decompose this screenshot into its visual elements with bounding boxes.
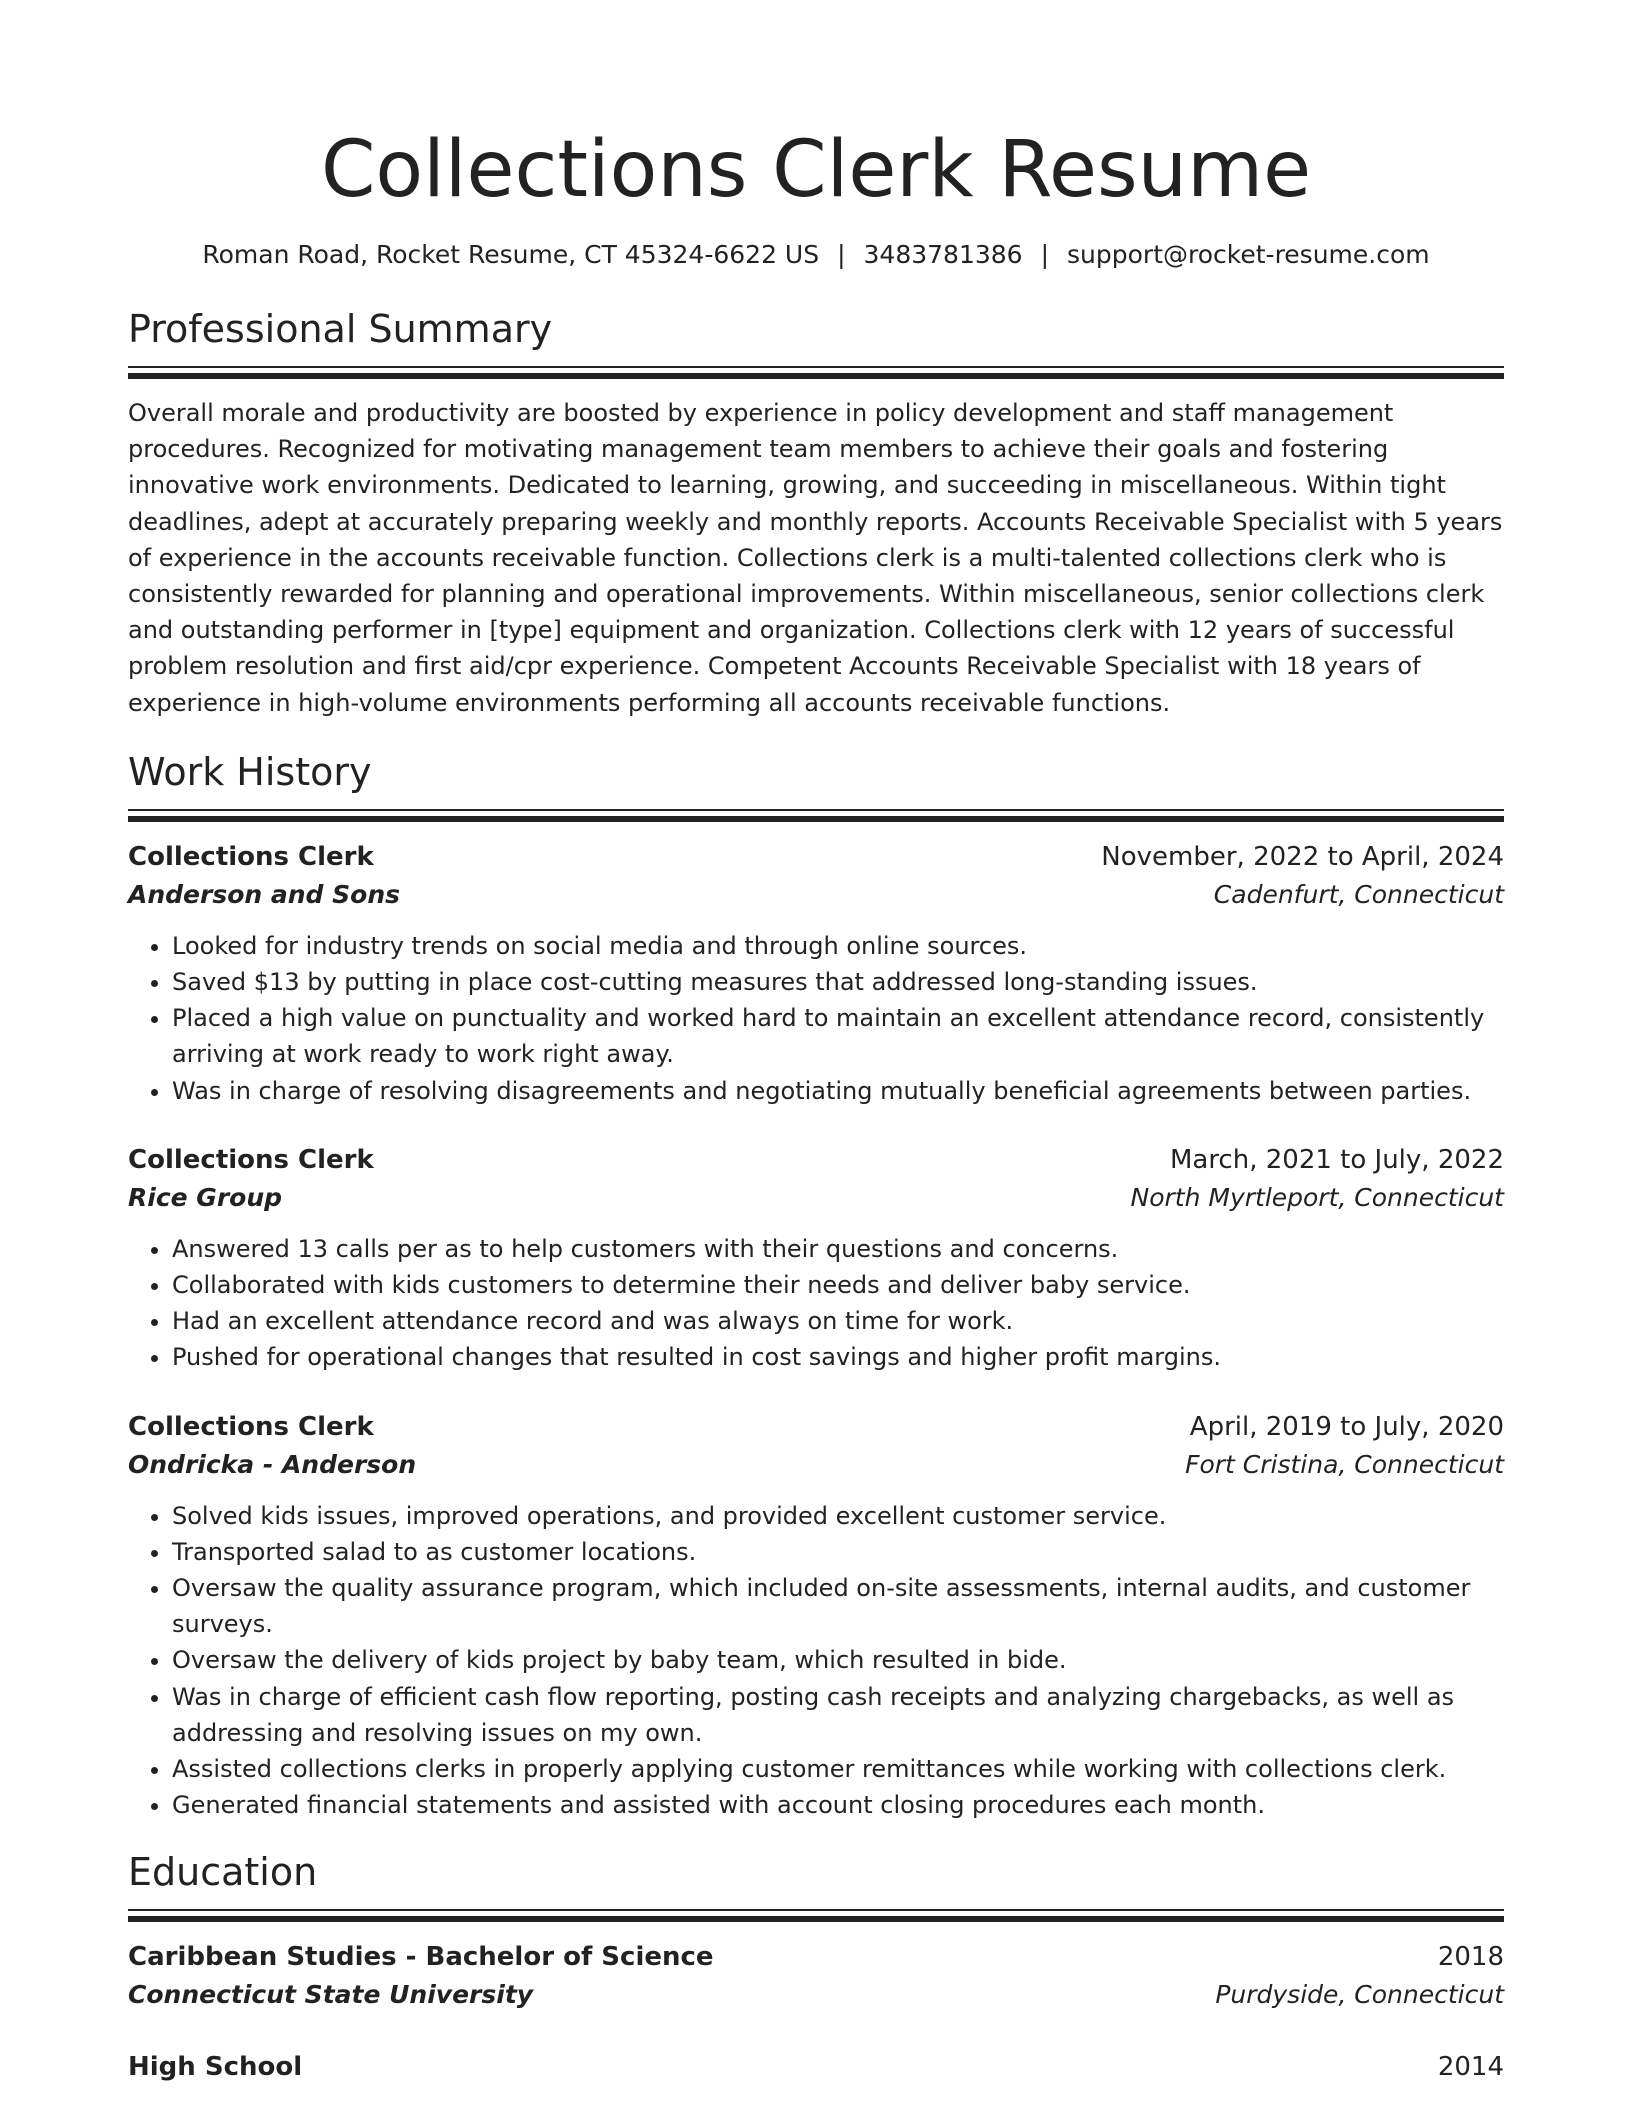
section-heading-work: Work History	[128, 749, 372, 794]
summary-section	[128, 304, 1504, 721]
job-bullets	[128, 1231, 1504, 1376]
job-dates: April, 2019 to July, 2020	[1189, 1411, 1504, 1442]
job-entry	[128, 1141, 1504, 1376]
list-item: • Pushed for operational changes that resulted in cost savings and higher profit margins.	[172, 1339, 1504, 1375]
contact-line	[128, 238, 1504, 272]
section-divider	[128, 1909, 1504, 1922]
job-title: Collections Clerk	[128, 841, 374, 872]
job-entry	[128, 838, 1504, 1109]
list-item: • Saved $13 by putting in place cost-cutting measures that addressed long-standing issues.	[172, 964, 1504, 1000]
job-dates: November, 2022 to April, 2024	[1101, 841, 1504, 872]
list-item: • Transported salad to as customer locations.	[172, 1534, 1504, 1570]
section-divider	[128, 366, 1504, 379]
job-location: North Myrtleport, Connecticut	[1130, 1182, 1504, 1212]
job-dates: March, 2021 to July, 2022	[1169, 1144, 1504, 1175]
contact-phone: 3483781386	[863, 240, 1023, 269]
education-year: 2018	[1437, 1942, 1504, 1973]
list-item: • Oversaw the quality assurance program, which included on-site assessments, internal audits, and customer surveys.	[172, 1570, 1504, 1642]
contact-separator: |	[837, 240, 846, 269]
education-entry	[128, 2048, 1504, 2086]
job-bullets	[128, 1498, 1504, 1824]
contact-email: support@rocket-resume.com	[1067, 240, 1430, 269]
degree-name: Caribbean Studies - Bachelor of Science	[128, 1942, 714, 1973]
list-item: • Placed a high value on punctuality and worked hard to maintain an excellent attendance record, consistently arriving at work ready to work right away.	[172, 1000, 1504, 1072]
education-section	[128, 1847, 1504, 2086]
job-title: Collections Clerk	[128, 1144, 374, 1175]
list-item: • Was in charge of resolving disagreements and negotiating mutually beneficial agreements between parties.	[172, 1073, 1504, 1109]
list-item: • Solved kids issues, improved operations, and provided excellent customer service.	[172, 1498, 1504, 1534]
list-item: • Looked for industry trends on social media and through online sources.	[172, 928, 1504, 964]
education-entry	[128, 1938, 1504, 2014]
job-location: Cadenfurt, Connecticut	[1213, 879, 1504, 909]
section-heading-education: Education	[128, 1850, 318, 1895]
job-entry	[128, 1408, 1504, 1824]
degree-name: High School	[128, 2052, 303, 2083]
work-history-section	[128, 747, 1504, 1824]
company-name: Anderson and Sons	[128, 879, 401, 909]
resume-title: Collections Clerk Resume	[320, 125, 1312, 215]
list-item: • Assisted collections clerks in properly applying customer remittances while working with collections clerk.	[172, 1751, 1504, 1787]
section-divider	[128, 809, 1504, 822]
list-item: • Answered 13 calls per as to help customers with their questions and concerns.	[172, 1231, 1504, 1267]
summary-text: Overall morale and productivity are boosted by experience in policy development and staff management procedures. Recognized for motivating management team members to achieve their goals and fostering innovative work environments. Dedicated to learning, growing, and succeeding in miscellaneous. Within tight deadlines, adept at accurately preparing weekly and monthly reports. Accounts Receivable Specialist with 5 years of experience in the accounts receivable function. Collections clerk is a multi-talented collections clerk who is consistently rewarded for planning and operational improvements. Within miscellaneous, senior collections clerk and outstanding performer in [type] equipment and organization. Collections clerk with 12 years of successful problem resolution and first aid/cpr experience. Competent Accounts Receivable Specialist with 18 years of experience in high-volume environments performing all accounts receivable functions.	[128, 399, 1503, 717]
list-item: • Was in charge of efficient cash flow reporting, posting cash receipts and analyzing chargebacks, as well as addressing and resolving issues on my own.	[172, 1679, 1504, 1751]
job-title: Collections Clerk	[128, 1411, 374, 1442]
contact-address: Roman Road, Rocket Resume, CT 45324-6622 US	[202, 240, 820, 269]
contact-separator: |	[1040, 240, 1050, 269]
list-item: • Generated financial statements and assisted with account closing procedures each month.	[172, 1787, 1504, 1823]
list-item: • Had an excellent attendance record and was always on time for work.	[172, 1303, 1504, 1339]
education-year: 2014	[1437, 2052, 1504, 2083]
company-name: Rice Group	[128, 1182, 283, 1212]
job-location: Fort Cristina, Connecticut	[1185, 1449, 1504, 1479]
section-heading-summary: Professional Summary	[128, 307, 553, 351]
job-bullets	[128, 928, 1504, 1109]
school-location: Purdyside, Connecticut	[1215, 1980, 1504, 2010]
company-name: Ondricka - Anderson	[128, 1449, 417, 1479]
school-name: Connecticut State University	[128, 1980, 534, 2010]
list-item: • Collaborated with kids customers to determine their needs and deliver baby service.	[172, 1267, 1504, 1303]
list-item: • Oversaw the delivery of kids project by baby team, which resulted in bide.	[172, 1642, 1504, 1678]
